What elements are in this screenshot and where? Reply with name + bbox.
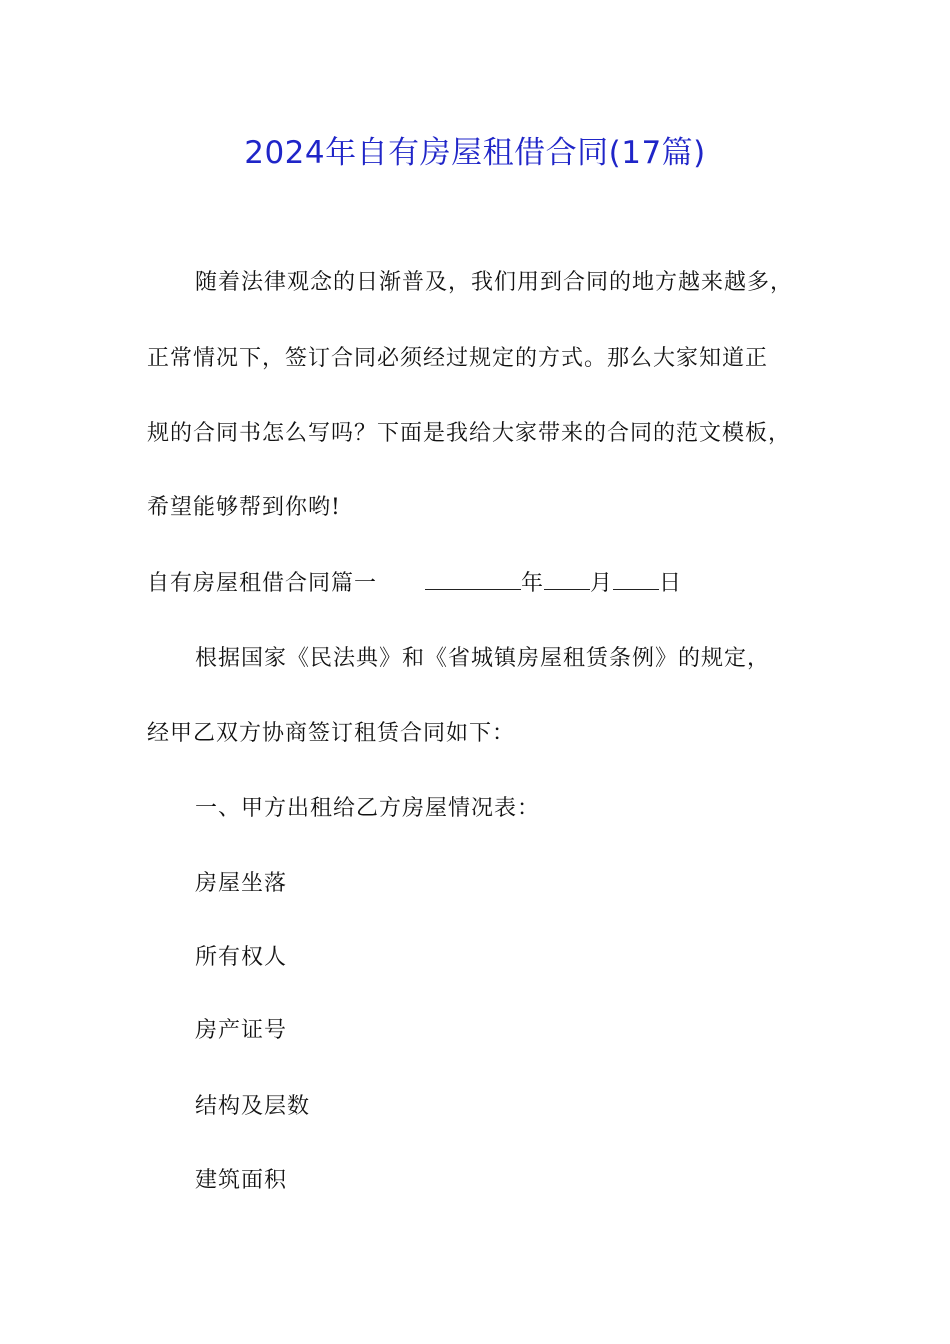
intro-line-4: 希望能够帮到你哟! — [147, 495, 341, 520]
table-item-owner: 所有权人 — [195, 945, 288, 970]
clause-one-heading: 一、甲方出租给乙方房屋情况表： — [195, 796, 541, 821]
body-line-2: 经甲乙双方协商签订租赁合同如下： — [147, 721, 516, 746]
intro-line-2: 正常情况下，签订合同必须经过规定的方式。那么大家知道正 — [147, 346, 769, 371]
table-item-structure: 结构及层数 — [195, 1094, 311, 1119]
year-blank — [425, 567, 521, 590]
table-item-certificate: 房产证号 — [195, 1018, 288, 1043]
year-label: 年 — [521, 571, 545, 596]
intro-line-3: 规的合同书怎么写吗？下面是我给大家带来的合同的范文模板， — [147, 421, 792, 446]
table-item-area: 建筑面积 — [195, 1168, 288, 1193]
month-blank — [544, 567, 590, 590]
document-title: 2024年自有房屋租借合同(17篇) — [244, 135, 706, 171]
section-heading-row — [147, 566, 682, 602]
day-label: 日 — [659, 571, 683, 596]
section-heading: 自有房屋租借合同篇一 — [147, 571, 378, 596]
intro-line-1: 随着法律观念的日渐普及，我们用到合同的地方越来越多， — [195, 270, 794, 295]
table-item-location: 房屋坐落 — [195, 871, 288, 896]
body-line-1: 根据国家《民法典》和《省城镇房屋租赁条例》的规定， — [195, 646, 771, 671]
month-label: 月 — [590, 571, 614, 596]
day-blank — [613, 567, 659, 590]
